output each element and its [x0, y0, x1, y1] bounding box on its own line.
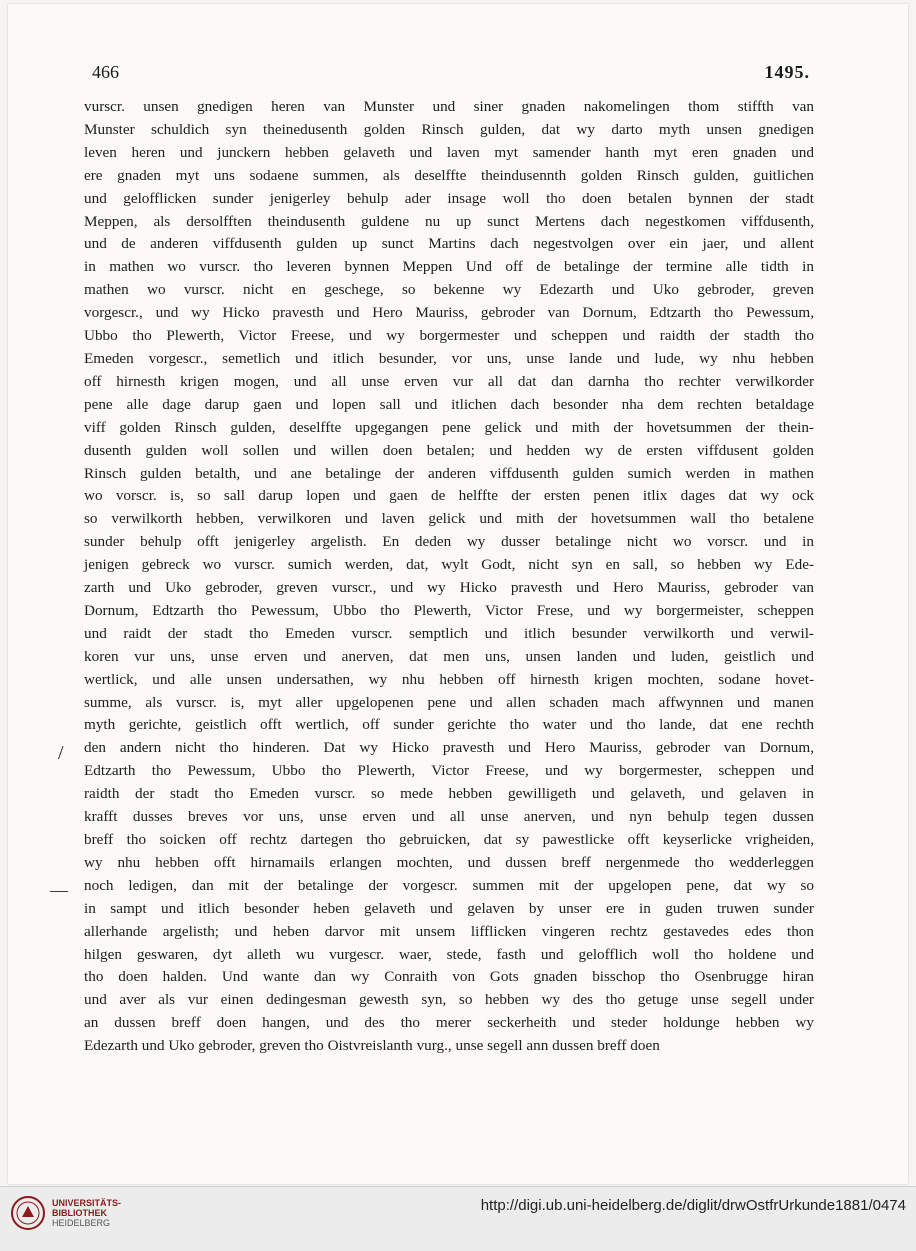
text-line: noch ledigen, dan mit der betalinge der vorgescr. summen mit der upgelopen pene, dat wy so — [84, 876, 814, 894]
logo-line-2: BIBLIOTHEK — [52, 1208, 107, 1218]
text-line: tho doen halden. Und wante dan wy Conraith von Gots gnaden bisschop tho Osenbrugge hiran — [84, 968, 814, 986]
text-line: raidth der stadt tho Emeden vurscr. so mede hebben gewilligeth und gelaveth, und gelaven in — [84, 785, 814, 803]
text-line: dusenth gulden woll sollen und willen doen betalen; und hedden wy de ersten viffdusent golden — [84, 441, 814, 459]
text-line: und raidt der stadt tho Emeden vurscr. semptlich und itlich besunder verwilkorth und verwil- — [84, 624, 814, 642]
viewer-footer — [0, 1186, 916, 1251]
text-line: viff golden Rinsch gulden, deselffte upgegangen pene gelick und mith der hovetsummen der thein- — [84, 418, 814, 436]
text-line: wertlick, und alle unsen undersathen, wy nhu hebben off hirnesth krigen mochten, sodane hovet- — [84, 670, 814, 688]
body-text — [84, 96, 814, 1058]
text-line: vurscr. unsen gnedigen heren van Munster und siner gnaden nakomelingen thom stiffth van — [84, 98, 814, 115]
text-line: koren vur uns, unse erven und anerven, dat men uns, unsen landen und luden, geistlich und — [84, 647, 814, 665]
text-line: an dussen breff doen hangen, und des tho merer seckerheith und steder holdunge hebben wy — [84, 1014, 814, 1032]
text-line: Edezarth und Uko gebroder, greven tho Oistvreislanth vurg., unse segell ann dussen breff doen — [84, 1037, 660, 1055]
library-logo[interactable] — [10, 1195, 121, 1231]
text-line: so verwilkorth hebben, verwilkoren und laven gelick und mith der hovetsummen wall tho betalene — [84, 510, 814, 528]
text-line: mathen wo vurscr. nicht en geschege, so bekenne wy Edezarth und Uko gebroder, greven — [84, 281, 814, 299]
text-line: hilgen geswaren, dyt alleth wu vurgescr. waer, stede, fasth und gelofflich woll tho holdene und — [84, 945, 814, 963]
text-line: sunder behulp offt jenigerley argelisth. En deden wy dusser betalinge nicht wo vorscr. und in — [84, 533, 814, 551]
text-line: Emeden vorgescr., semetlich und itlich besunder, vor uns, unse lande und lude, wy nhu hebben — [84, 349, 814, 367]
text-line: Meppen, als dersolfften theindusenth guldene nu up sunct Mertens dach negestkomen viffdusenth, — [84, 212, 814, 230]
year-heading: 1495. — [764, 62, 810, 82]
text-line: wy nhu hebben offt hirnamails erlangen mochten, und dussen breff nergenmede tho wedderleggen — [84, 853, 814, 871]
text-line: leven heren und junckern hebben gelaveth und laven myt samender hanth myt eren gnaden und — [84, 143, 814, 161]
text-line: Rinsch gulden betalth, und ane betalinge der anderen viffdusenth gulden sumich werden in mathen — [84, 464, 814, 482]
text-line: wo vorscr. is, so sall darup lopen und gaen de helffte der ersten penen itlix dages dat wy ock — [84, 487, 814, 505]
logo-line-1: UNIVERSITÄTS- — [52, 1198, 122, 1208]
text-line: off hirnesth krigen mogen, und all unse erven vur all dat dan darnha tho rechter verwilkorder — [84, 372, 814, 390]
text-line: breff tho soicken off rechtz dartegen tho gebruicken, dat sy pawestlicke offt keyserlicke vrigheiden, — [84, 831, 814, 848]
text-line: myth gerichte, geistlich offt wertlich, off sunder gerichte tho water und tho lande, dat ene rechth — [84, 716, 814, 734]
text-line: pene alle dage darup gaen und lopen sall und itlichen dach besonder nha dem rechten betaldage — [84, 395, 814, 413]
margin-mark-dash: — — [50, 880, 68, 900]
text-line: in mathen wo vurscr. tho leveren bynnen Meppen Und off de betalinge der termine alle tidth in — [84, 258, 814, 276]
text-line: ere gnaden myt uns sodaene summen, als deselffte theindusennth golden Rinsch gulden, guitlichen — [84, 166, 814, 184]
text-line: zarth und Uko gebroder, greven vurscr., und wy Hicko pravesth und Hero Mauriss, gebroder van — [84, 579, 814, 597]
text-line: Dornum, Edtzarth tho Pewessum, Ubbo tho Plewerth, Victor Frese, und wy borgermeister, scheppen — [84, 601, 814, 619]
text-line: jenigen gebreck wo vurscr. sumich werden, dat, wylt Godt, nicht syn en sall, so hebben wy Ede- — [84, 556, 814, 574]
page-number: 466 — [92, 62, 119, 82]
text-line: krafft dusses breves vor uns, unse erven und all unse anerven, und nyn behulp tegen dussen — [84, 808, 814, 826]
text-line: in sampt und itlich besonder heben gelaveth und gelaven by unser ere in guden truwen sunder — [84, 899, 814, 917]
permalink-url[interactable]: http://digi.ub.uni-heidelberg.de/diglit/drwOstfrUrkunde1881/0474 — [480, 1197, 906, 1214]
text-line: und de anderen viffdusenth gulden up sunct Martins dach negestvolgen over ein jaer, und allent — [84, 235, 814, 253]
text-line: Munster schuldich syn theinedusenth golden Rinsch gulden, dat wy darto myth unsen gnedigen — [84, 120, 814, 138]
text-line: vorgescr., und wy Hicko pravesth und Hero Mauriss, gebroder van Dornum, Edtzarth tho Pewessum, — [84, 304, 814, 322]
logo-line-3: HEIDELBERG — [52, 1218, 111, 1228]
library-name — [52, 1198, 121, 1228]
text-line: Edtzarth tho Pewessum, Ubbo tho Plewerth, Victor Freese, und wy borgermester, scheppen und — [84, 762, 814, 780]
text-line: und gelofflicken sunder jenigerley behulp ader insage woll tho doen betalen bynnen der stadt — [84, 189, 814, 207]
text-line: und aver als vur einen dedingesman gewesth syn, so hebben wy des tho getuge unse segell under — [84, 991, 814, 1009]
text-line: Ubbo tho Plewerth, Victor Freese, und wy borgermester und scheppen und raidth der stadth tho — [84, 327, 814, 345]
text-line: summe, als vurscr. is, myt aller upgelopenen pene und allen schaden mach affwynnen und manen — [84, 693, 814, 711]
text-line: allerhande argelisth; und heben darvor mit unsem lifflicken vingeren rechtz gestavedes edes thon — [84, 922, 814, 940]
margin-mark-slash: / — [58, 742, 64, 764]
university-seal-icon — [10, 1195, 46, 1231]
text-line: den andern nicht tho hinderen. Dat wy Hicko pravesth und Hero Mauriss, gebroder van Dornum, — [84, 739, 814, 757]
